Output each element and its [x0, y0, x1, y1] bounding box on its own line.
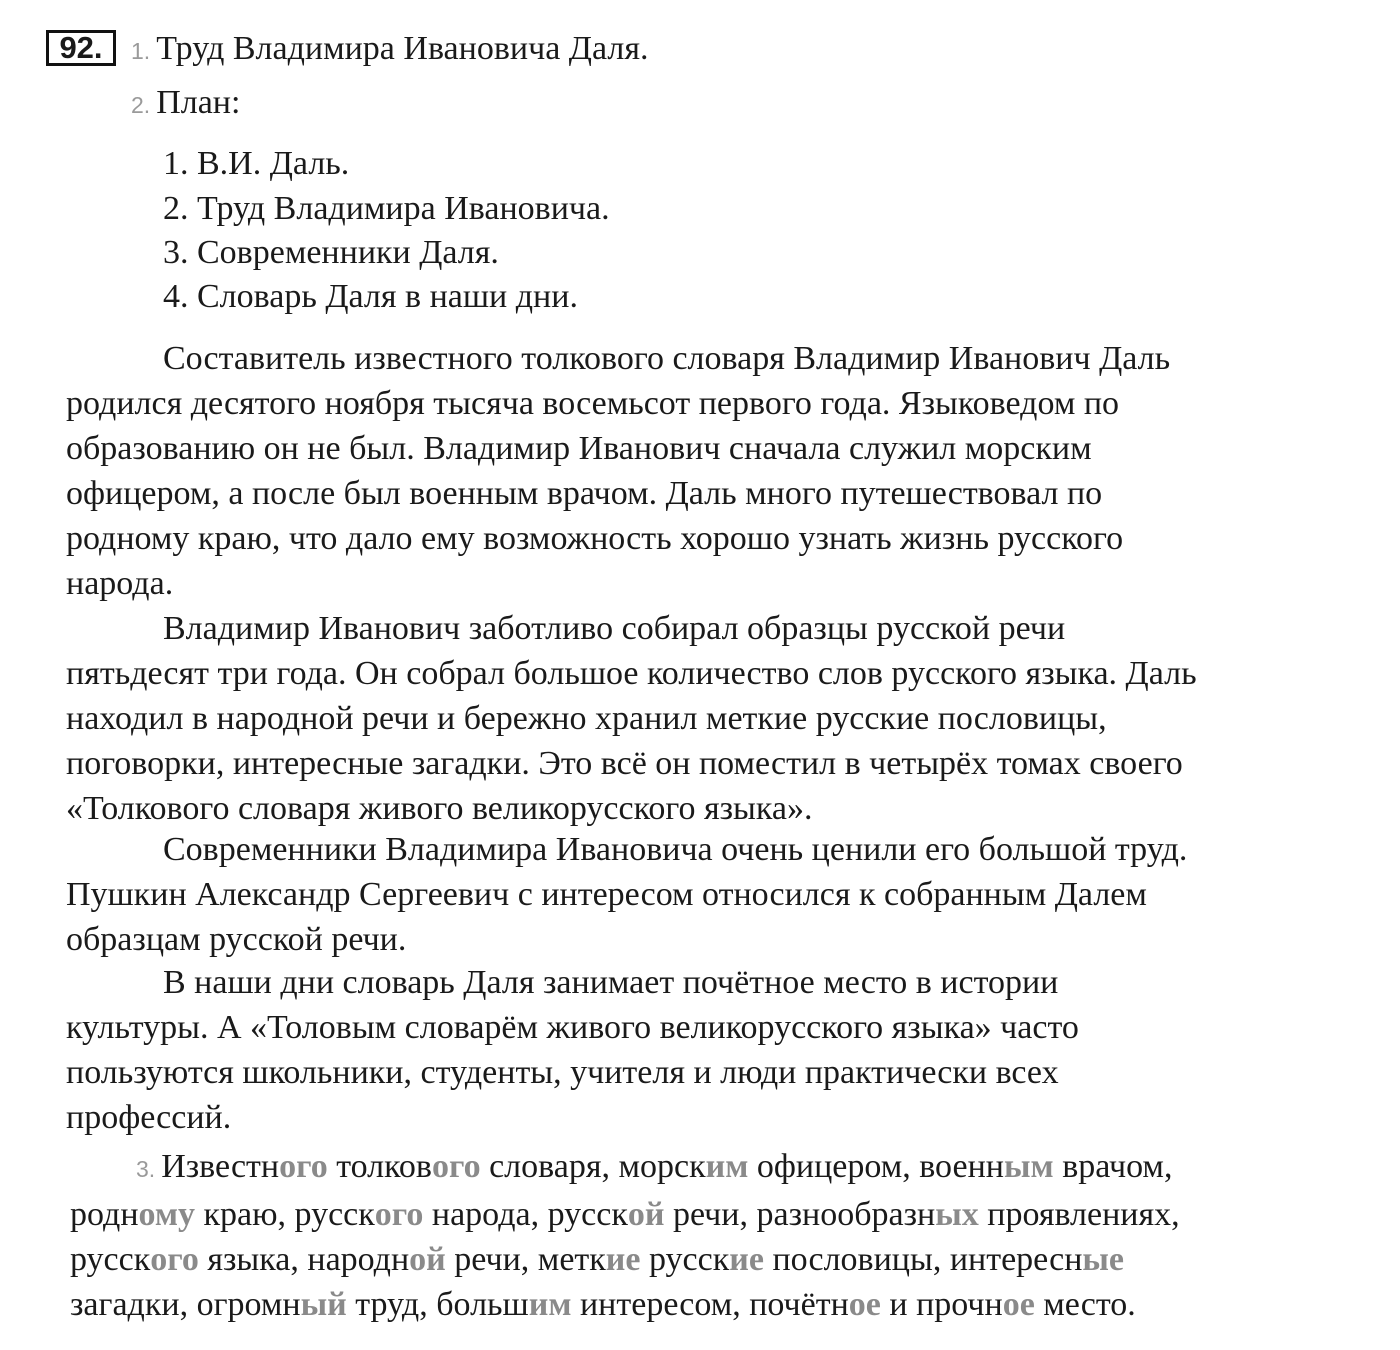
highlighted-ending: ого	[431, 1148, 481, 1185]
paragraph-line: офицером, а после был военным врачом. Даль много путешествовал по	[66, 475, 1103, 512]
paragraph-line: культуры. А «Толовым словарём живого великорусского языка» часто	[66, 1009, 1079, 1046]
plan-label: План:	[156, 84, 241, 121]
highlighted-ending: ие	[729, 1241, 764, 1278]
text-segment: врачом,	[1053, 1148, 1173, 1185]
text-segment: труд, больш	[346, 1286, 529, 1323]
text-segment: речи, метк	[445, 1241, 606, 1278]
highlighted-ending: ое	[848, 1286, 881, 1323]
text-segment: и прочн	[880, 1286, 1003, 1323]
task3-line	[70, 1192, 1370, 1237]
highlighted-ending: им	[528, 1286, 572, 1323]
task1-line	[131, 29, 648, 71]
paragraph-line: народа.	[66, 565, 174, 602]
highlighted-ending: ым	[1003, 1148, 1054, 1185]
task3-line	[70, 1282, 1370, 1327]
paragraph-line: родился десятого ноября тысяча восемьсот первого года. Языковедом по	[66, 385, 1120, 422]
text-segment: проявлениях,	[978, 1196, 1180, 1233]
paragraph-line: пятьдесят три года. Он собрал большое количество слов русского языка. Даль	[66, 655, 1197, 692]
text-segment: языка, народн	[198, 1241, 410, 1278]
text-segment: народа, русск	[423, 1196, 628, 1233]
text-segment: речи, разнообразн	[664, 1196, 936, 1233]
highlighted-ending: ому	[138, 1196, 196, 1233]
exercise-number-box: 92.	[46, 30, 116, 66]
task1-title: Труд Владимира Ивановича Даля.	[156, 30, 649, 67]
paragraph-line: «Толкового словаря живого великорусского языка».	[66, 790, 813, 827]
text-segment: русск	[70, 1241, 151, 1278]
text-segment: пословицы, интересн	[763, 1241, 1083, 1278]
highlighted-ending: ой	[409, 1241, 446, 1278]
text-segment: русск	[640, 1241, 730, 1278]
task3-marker: 3.	[136, 1156, 156, 1182]
paragraph-line: Составитель известного толкового словаря Владимир Иванович Даль	[163, 340, 1171, 377]
text-segment: место.	[1034, 1286, 1136, 1323]
paragraph-line: Владимир Иванович заботливо собирал образцы русской речи	[163, 610, 1066, 647]
text-segment: родн	[70, 1196, 139, 1233]
text-segment: Известн	[161, 1148, 280, 1185]
paragraph-1	[66, 336, 1366, 606]
highlighted-ending: ие	[605, 1241, 641, 1278]
paragraph-2	[66, 606, 1366, 831]
paragraph-line: образцам русской речи.	[66, 921, 407, 958]
plan-item: 3. Современники Даля.	[163, 234, 499, 271]
highlighted-ending: ых	[935, 1196, 979, 1233]
paragraph-line: Пушкин Александр Сергеевич с интересом относился к собранным Далем	[66, 876, 1147, 913]
task3-line	[70, 1144, 1370, 1192]
paragraph-line: пользуются школьники, студенты, учителя и люди практически всех	[66, 1054, 1059, 1091]
plan-item: 2. Труд Владимира Ивановича.	[163, 190, 610, 227]
highlighted-ending: ого	[374, 1196, 424, 1233]
paragraph-line: родному краю, что дало ему возможность хорошо узнать жизнь русского	[66, 520, 1124, 557]
task2-marker: 2.	[131, 92, 151, 118]
paragraph-4	[66, 960, 1366, 1140]
plan-item: 4. Словарь Даля в наши дни.	[163, 278, 578, 315]
text-segment: интересом, почётн	[571, 1286, 849, 1323]
highlighted-ending: им	[705, 1148, 749, 1185]
plan-item: 1. В.И. Даль.	[163, 145, 350, 182]
highlighted-ending: ого	[279, 1148, 328, 1185]
text-segment: словаря, морск	[480, 1148, 706, 1185]
task3-block	[70, 1144, 1370, 1327]
highlighted-ending: ое	[1002, 1286, 1035, 1323]
highlighted-ending: ого	[150, 1241, 199, 1278]
text-segment: толков	[327, 1148, 432, 1185]
task2-line	[131, 83, 240, 125]
paragraph-line: Современники Владимира Ивановича очень ценили его большой труд.	[163, 831, 1188, 868]
paragraph-line: В наши дни словарь Даля занимает почётное место в истории	[163, 964, 1059, 1001]
highlighted-ending: ый	[300, 1286, 347, 1323]
paragraph-line: находил в народной речи и бережно хранил меткие русские пословицы,	[66, 700, 1107, 737]
task1-marker: 1.	[131, 38, 151, 64]
paragraph-line: профессий.	[66, 1099, 232, 1136]
text-segment: краю, русск	[195, 1196, 375, 1233]
task3-line	[70, 1237, 1370, 1282]
paragraph-line: поговорки, интересные загадки. Это всё он поместил в четырёх томах своего	[66, 745, 1183, 782]
paragraph-line: образованию он не был. Владимир Иванович сначала служил морским	[66, 430, 1092, 467]
text-segment: загадки, огромн	[70, 1286, 301, 1323]
highlighted-ending: ые	[1082, 1241, 1125, 1278]
highlighted-ending: ой	[627, 1196, 665, 1233]
paragraph-3	[66, 827, 1366, 962]
text-segment: офицером, военн	[748, 1148, 1004, 1185]
